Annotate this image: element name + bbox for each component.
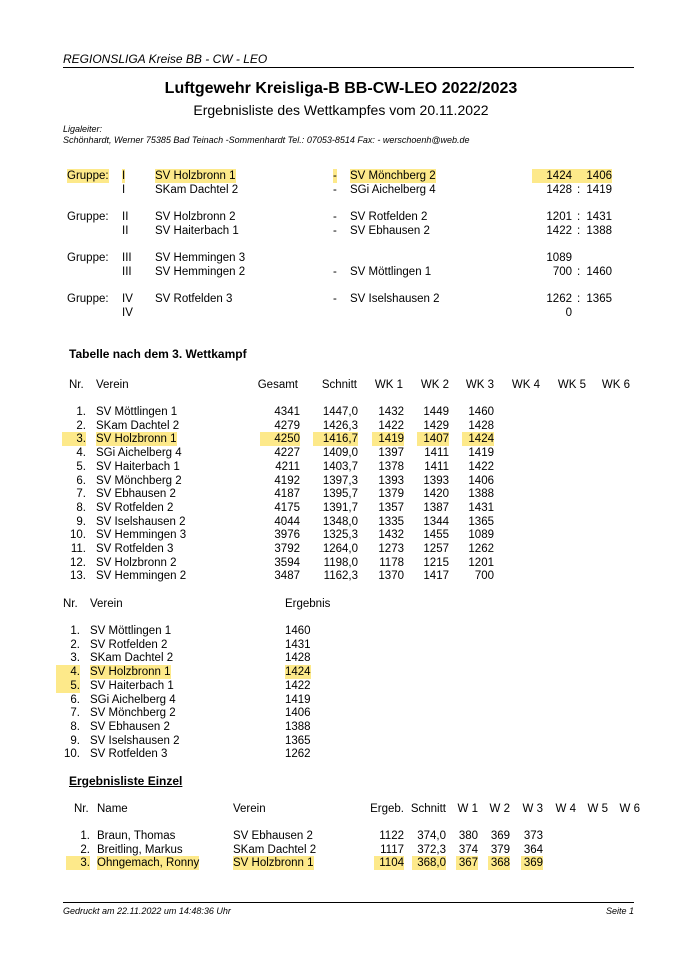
footer-page: Seite 1 <box>605 906 634 916</box>
result-row-nr: 1. <box>70 625 80 637</box>
result-row-ergebnis: 1262 <box>285 748 311 761</box>
table-row-wk3: 1089 <box>468 529 494 542</box>
table-header-cell: Schnitt <box>321 379 357 391</box>
einzel-row-w2: 379 <box>490 843 510 856</box>
result-row-ergebnis: 1406 <box>285 707 311 720</box>
table-row-gesamt: 3487 <box>274 570 300 583</box>
footer-printed: Gedruckt am 22.11.2022 um 14:48:36 Uhr <box>63 906 231 916</box>
table-row-wk2: 1455 <box>423 529 449 542</box>
result-row-nr: 6. <box>70 693 80 706</box>
einzel-header-cell: W 3 <box>522 803 543 815</box>
table-row-wk2: 1429 <box>423 419 449 432</box>
table-title: Tabelle nach dem 3. Wettkampf <box>69 347 247 361</box>
match-score-away: 1419 <box>586 184 612 196</box>
table-row-wk3: 1422 <box>468 460 494 473</box>
table-row-wk2: 1417 <box>423 570 449 583</box>
table-row-gesamt: 4227 <box>274 447 300 460</box>
match-away: SV Rotfelden 2 <box>350 211 428 223</box>
match-sep: - <box>333 266 337 278</box>
einzel-row-w3: 373 <box>523 830 543 842</box>
table-header-cell: WK 5 <box>557 379 586 391</box>
table-row-wk1: 1393 <box>378 474 404 487</box>
match-group-label: Gruppe: <box>67 170 109 182</box>
einzel-row-w1: 374 <box>458 843 478 856</box>
table-row-verein: SV Holzbronn 2 <box>96 556 177 569</box>
result-row-ergebnis: 1422 <box>285 679 311 692</box>
match-score-home: 1428 <box>546 184 572 196</box>
table-row-verein: SKam Dachtel 2 <box>96 419 180 432</box>
table-header-cell: WK 6 <box>601 379 630 391</box>
result-row-ergebnis: 1428 <box>285 652 311 665</box>
result-row-verein: SV Mönchberg 2 <box>90 707 176 720</box>
einzel-row-nr: 3. <box>66 856 90 870</box>
einzel-header-cell: W 2 <box>489 803 510 815</box>
table-row-gesamt: 4187 <box>274 488 300 501</box>
document-subtitle: Ergebnisliste des Wettkampfes vom 20.11.2022 <box>193 102 489 118</box>
match-score-home: 1424 <box>532 169 572 183</box>
table-row-gesamt: 3976 <box>274 529 300 542</box>
table-row-wk2: 1344 <box>423 515 449 528</box>
table-row-schnitt: 1198,0 <box>323 556 358 569</box>
table-row-verein: SV Holzbronn 1 <box>96 433 177 446</box>
result-row-ergebnis: 1460 <box>285 625 311 637</box>
table-row-verein: SV Ebhausen 2 <box>96 488 176 501</box>
table-row-verein: SV Möttlingen 1 <box>96 406 178 418</box>
einzel-row-w3: 364 <box>523 843 543 856</box>
result-row-verein: SV Haiterbach 1 <box>90 679 174 692</box>
table-row-schnitt: 1397,3 <box>322 474 358 487</box>
match-score-home: 0 <box>565 307 572 319</box>
table-row-wk2: 1257 <box>423 543 449 555</box>
table-row-wk3: 700 <box>474 570 494 583</box>
result-row-verein: SKam Dachtel 2 <box>90 652 174 665</box>
table-row-schnitt: 1264,0 <box>322 543 358 555</box>
table-row-wk2: 1420 <box>423 488 449 501</box>
result-row-ergebnis: 1424 <box>285 666 311 679</box>
table-row-wk1: 1357 <box>378 501 404 514</box>
einzel-header-cell: W 5 <box>587 803 608 815</box>
einzel-header-cell: W 6 <box>619 803 640 815</box>
table-row-schnitt: 1416,7 <box>313 432 358 446</box>
table-row-nr: 7. <box>76 488 86 501</box>
result-row-verein: SV Rotfelden 2 <box>90 638 168 651</box>
table-row-wk2: 1215 <box>423 556 449 569</box>
table-header-cell: Gesamt <box>257 379 298 391</box>
table-row-schnitt: 1403,7 <box>322 460 358 473</box>
result-row-verein: SV Rotfelden 3 <box>90 748 168 761</box>
match-score-home: 1089 <box>546 252 572 264</box>
match-colon: : <box>577 184 581 196</box>
table-row-wk3: 1431 <box>468 501 494 514</box>
ligaleiter-info: Schönhardt, Werner 75385 Bad Teinach -Sommenhardt Tel.: 07053-8514 Fax: - werschoenh@web.de <box>63 135 470 145</box>
table-row-wk1: 1379 <box>378 488 404 501</box>
table-row-wk2: 1411 <box>424 460 449 473</box>
einzel-header-cell: W 4 <box>555 803 576 815</box>
table-row-wk3: 1406 <box>468 474 494 487</box>
match-away: SV Mönchberg 2 <box>350 170 436 182</box>
result-row-nr: 7. <box>70 707 80 720</box>
einzel-header-cell: Name <box>97 803 128 815</box>
header-rule <box>63 67 634 68</box>
match-group: IV <box>122 293 133 305</box>
match-home: SKam Dachtel 2 <box>155 184 239 196</box>
table-row-gesamt: 4279 <box>274 419 300 432</box>
match-group: III <box>122 266 132 278</box>
match-sep: - <box>333 211 337 223</box>
result-row-nr: 4. <box>56 665 80 679</box>
match-score-away: 1431 <box>586 211 612 223</box>
match-home: SV Hemmingen 2 <box>155 266 246 278</box>
table-row-schnitt: 1447,0 <box>322 406 358 418</box>
table-row-wk1: 1397 <box>378 447 404 460</box>
match-score-away: 1460 <box>586 266 612 278</box>
match-group: II <box>122 211 129 223</box>
match-sep: - <box>333 184 337 196</box>
result-row-verein: SV Holzbronn 1 <box>90 666 171 679</box>
match-score-away: 1406 <box>572 169 612 183</box>
table-row-wk2: 1449 <box>423 406 449 418</box>
einzel-row-w1: 367 <box>456 856 478 870</box>
page-header: REGIONSLIGA Kreise BB - CW - LEO <box>63 52 268 66</box>
einzel-row-nr: 2. <box>80 843 90 856</box>
result-row-ergebnis: 1365 <box>285 734 311 747</box>
result-row-verein: SV Iselshausen 2 <box>90 734 180 747</box>
einzel-row-ergeb: 1117 <box>380 843 404 856</box>
einzel-row-name: Braun, Thomas <box>97 830 176 842</box>
table-row-wk3: 1428 <box>468 419 494 432</box>
match-home: SV Rotfelden 3 <box>155 293 233 305</box>
table-row-schnitt: 1325,3 <box>322 529 358 542</box>
match-group: I <box>122 170 126 182</box>
table-header-cell: Verein <box>96 379 129 391</box>
table-row-wk1: 1273 <box>378 543 404 555</box>
match-score-away: 1388 <box>586 225 612 237</box>
ligaleiter-label: Ligaleiter: <box>63 124 103 134</box>
table-row-wk1: 1378 <box>378 460 404 473</box>
table-row-schnitt: 1162,3 <box>323 570 358 583</box>
table-row-gesamt: 4044 <box>274 515 300 528</box>
match-group: I <box>122 184 126 196</box>
einzel-row-verein: SKam Dachtel 2 <box>233 843 317 856</box>
table-row-wk3: 1388 <box>468 488 494 501</box>
match-colon: : <box>577 211 581 223</box>
match-group-label: Gruppe: <box>67 252 109 264</box>
match-away: SV Möttlingen 1 <box>350 266 432 278</box>
match-colon: : <box>577 266 581 278</box>
table-row-nr: 9. <box>76 515 86 528</box>
table-row-verein: SV Hemmingen 3 <box>96 529 187 542</box>
table-header-cell: WK 3 <box>465 379 494 391</box>
match-away: SGi Aichelberg 4 <box>350 184 436 196</box>
table-row-wk1: 1422 <box>378 419 404 432</box>
match-score-home: 1201 <box>546 211 572 223</box>
table-row-schnitt: 1426,3 <box>322 419 358 432</box>
table-row-wk1: 1432 <box>378 529 404 542</box>
table-row-gesamt: 3594 <box>274 556 300 569</box>
einzel-row-name: Breitling, Markus <box>97 843 183 856</box>
result-header-cell: Verein <box>90 598 123 610</box>
result-row-nr: 8. <box>70 720 80 733</box>
match-home: SV Hemmingen 3 <box>155 252 246 264</box>
result-header-cell: Ergebnis <box>285 598 331 610</box>
match-home: SV Holzbronn 2 <box>155 211 236 223</box>
table-row-gesamt: 4211 <box>275 460 300 473</box>
footer-rule <box>63 902 634 903</box>
einzel-header-cell: Ergeb. <box>370 803 404 815</box>
einzel-row-ergeb: 1104 <box>374 856 404 870</box>
einzel-row-w3: 369 <box>521 856 543 870</box>
einzel-row-verein: SV Ebhausen 2 <box>233 830 313 842</box>
table-row-wk3: 1201 <box>468 556 494 569</box>
match-group: IV <box>122 307 133 319</box>
table-header-cell: WK 4 <box>511 379 540 391</box>
match-group: II <box>122 225 129 237</box>
match-score-away: 1365 <box>586 293 612 305</box>
table-row-gesamt: 4192 <box>274 474 300 487</box>
table-row-nr: 11. <box>70 543 86 555</box>
table-row-gesamt: 4341 <box>274 406 300 418</box>
table-row-wk1: 1335 <box>378 515 404 528</box>
einzel-row-w2: 369 <box>490 830 510 842</box>
match-home: SV Holzbronn 1 <box>155 170 236 182</box>
match-colon: : <box>577 293 581 305</box>
match-away: SV Iselshausen 2 <box>350 293 440 305</box>
table-row-verein: SV Hemmingen 2 <box>96 570 187 583</box>
match-group-label: Gruppe: <box>67 211 109 223</box>
result-row-nr: 10. <box>64 748 80 761</box>
result-row-ergebnis: 1388 <box>285 720 311 733</box>
table-row-wk3: 1424 <box>462 432 494 446</box>
table-row-gesamt: 4175 <box>274 501 300 514</box>
table-row-nr: 13. <box>70 570 86 583</box>
match-sep: - <box>333 225 337 237</box>
match-group-label: Gruppe: <box>67 293 109 305</box>
table-row-nr: 5. <box>76 460 86 473</box>
result-row-verein: SGi Aichelberg 4 <box>90 693 176 706</box>
table-row-schnitt: 1348,0 <box>322 515 358 528</box>
table-row-schnitt: 1395,7 <box>322 488 358 501</box>
einzel-row-w2: 368 <box>488 856 510 870</box>
table-row-wk1: 1178 <box>379 556 404 569</box>
einzel-row-nr: 1. <box>80 830 90 842</box>
einzel-header-cell: Nr. <box>74 803 89 815</box>
table-row-schnitt: 1391,7 <box>322 501 358 514</box>
table-row-verein: SV Iselshausen 2 <box>96 515 186 528</box>
table-row-verein: SV Mönchberg 2 <box>96 474 182 487</box>
table-row-nr: 3. <box>62 432 86 446</box>
table-row-wk3: 1262 <box>468 543 494 555</box>
table-row-verein: SV Rotfelden 3 <box>96 543 174 555</box>
table-row-wk1: 1419 <box>372 432 404 446</box>
table-row-schnitt: 1409,0 <box>322 447 358 460</box>
table-row-nr: 12. <box>70 556 86 569</box>
einzel-row-ergeb: 1122 <box>379 830 404 842</box>
einzel-row-verein: SV Holzbronn 1 <box>233 857 314 870</box>
einzel-row-schnitt: 374,0 <box>417 830 446 842</box>
result-row-ergebnis: 1431 <box>285 638 311 651</box>
table-row-verein: SGi Aichelberg 4 <box>96 447 182 460</box>
table-header-cell: WK 2 <box>420 379 449 391</box>
table-header-cell: WK 1 <box>374 379 403 391</box>
einzel-header-cell: Schnitt <box>410 803 446 815</box>
einzel-row-schnitt: 372,3 <box>417 843 446 856</box>
table-row-wk3: 1460 <box>468 406 494 418</box>
einzel-title: Ergebnisliste Einzel <box>69 774 183 788</box>
einzel-header-cell: W 1 <box>457 803 478 815</box>
table-row-wk2: 1407 <box>417 432 449 446</box>
match-home: SV Haiterbach 1 <box>155 225 239 237</box>
result-row-nr: 3. <box>70 652 80 665</box>
einzel-header-cell: Verein <box>233 803 266 815</box>
result-row-verein: SV Möttlingen 1 <box>90 625 172 637</box>
einzel-row-schnitt: 368,0 <box>412 856 446 870</box>
table-row-wk1: 1432 <box>378 406 404 418</box>
table-row-nr: 6. <box>76 474 86 487</box>
einzel-row-name: Ohngemach, Ronny <box>97 857 200 870</box>
document-title: Luftgewehr Kreisliga-B BB-CW-LEO 2022/2023 <box>164 80 518 97</box>
table-row-verein: SV Haiterbach 1 <box>96 460 180 473</box>
table-row-wk2: 1393 <box>423 474 449 487</box>
result-header-cell: Nr. <box>63 598 78 610</box>
table-row-nr: 8. <box>76 501 86 514</box>
result-row-verein: SV Ebhausen 2 <box>90 720 170 733</box>
table-row-nr: 4. <box>76 447 86 460</box>
match-sep: - <box>333 293 337 305</box>
table-row-verein: SV Rotfelden 2 <box>96 501 174 514</box>
match-group: III <box>122 252 132 264</box>
result-row-nr: 2. <box>70 638 80 651</box>
table-row-nr: 10. <box>70 529 86 542</box>
table-row-wk2: 1387 <box>423 501 449 514</box>
match-score-home: 1262 <box>546 293 572 305</box>
table-row-nr: 2. <box>76 419 86 432</box>
table-header-cell: Nr. <box>69 379 84 391</box>
table-row-wk2: 1411 <box>424 447 449 460</box>
result-row-nr: 5. <box>56 679 80 693</box>
table-row-wk3: 1365 <box>468 515 494 528</box>
match-sep: - <box>333 170 337 182</box>
table-row-wk1: 1370 <box>378 570 404 583</box>
result-row-ergebnis: 1419 <box>285 693 311 706</box>
table-row-gesamt: 3792 <box>274 543 300 555</box>
match-score-home: 700 <box>552 266 572 278</box>
table-row-nr: 1. <box>76 406 86 418</box>
match-score-home: 1422 <box>546 225 572 237</box>
match-away: SV Ebhausen 2 <box>350 225 430 237</box>
table-row-wk3: 1419 <box>468 447 494 460</box>
result-row-nr: 9. <box>70 734 80 747</box>
table-row-gesamt: 4250 <box>260 432 300 446</box>
match-colon: : <box>577 225 581 237</box>
einzel-row-w1: 380 <box>458 830 478 842</box>
